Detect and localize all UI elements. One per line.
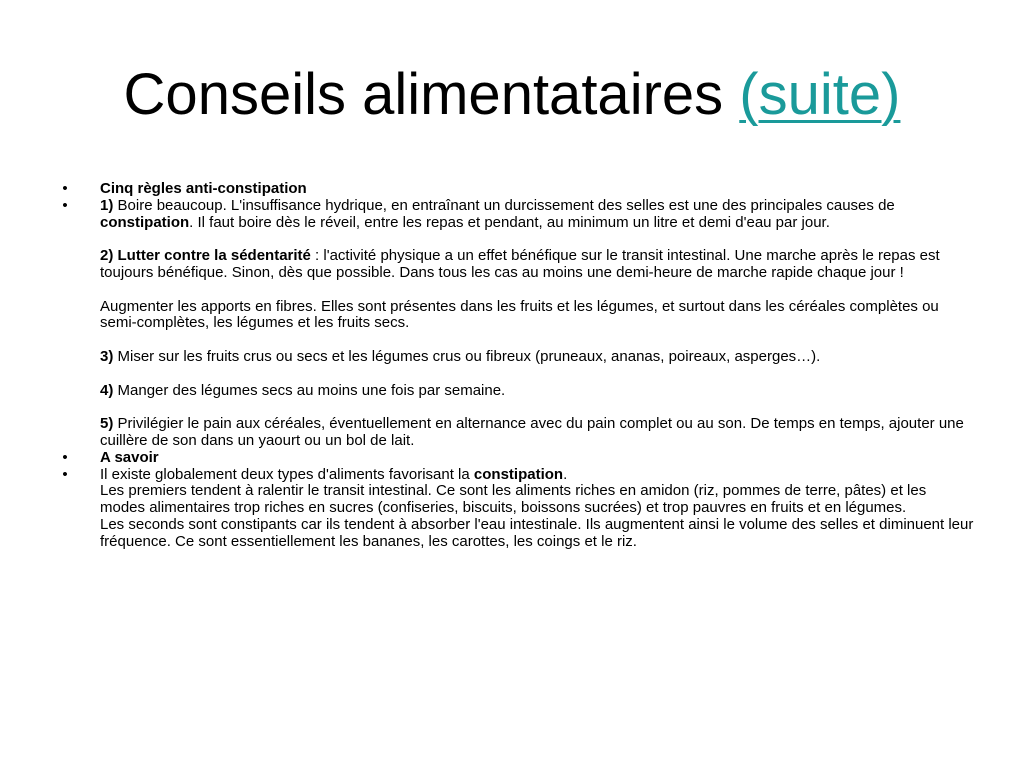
rule-1-number: 1) xyxy=(100,196,114,214)
rule-5 xyxy=(100,416,974,450)
paragraph-gap xyxy=(100,282,974,299)
savoir-intro xyxy=(100,467,974,484)
rule-4 xyxy=(100,383,974,400)
title-main: Conseils alimentataires xyxy=(123,62,724,127)
paragraph-gap xyxy=(100,332,974,349)
bullet-icon: • xyxy=(62,196,68,214)
bullet-icon: • xyxy=(62,448,68,466)
rule-1-text-b: . Il faut boire dès le réveil, entre les repas et pendant, au minimum un litre et demi d'eau par jour. xyxy=(189,213,830,231)
rule-1 xyxy=(100,198,974,232)
slide-title xyxy=(0,58,1024,132)
paragraph-gap xyxy=(100,399,974,416)
rule-fibres: Augmenter les apports en fibres. Elles sont présentes dans les fruits et les légumes, et surtout dans les céréales complètes ou semi-complètes, les légumes et les fruits secs. xyxy=(100,297,939,332)
rule-3-text: Miser sur les fruits crus ou secs et les légumes crus ou fibreux (pruneaux, ananas, poireaux, asperges…). xyxy=(117,347,821,365)
rule-3 xyxy=(100,349,974,366)
rule-3-number: 3) xyxy=(100,347,114,365)
section-heading-savoir: A savoir xyxy=(100,448,159,466)
savoir-intro-end: . xyxy=(563,465,568,483)
rule-5-number: 5) xyxy=(100,415,114,433)
bullet-item-savoir xyxy=(59,467,974,551)
rule-2-text: : l'activité physique a un effet bénéfique sur le transit intestinal. Une marche après le repas est toujours bénéfique. Sinon, dès que possible. Dans tous les cas au moins une demi-heure de marche rapide chaque jour ! xyxy=(100,247,940,281)
bullet-item-heading-savoir xyxy=(59,450,974,467)
savoir-intro-text: Il existe globalement deux types d'aliments favorisant la xyxy=(100,465,470,483)
rule-1-text-a: Boire beaucoup. L'insuffisance hydrique, en entraînant un durcissement des selles est une des principales causes de xyxy=(117,196,895,214)
slide-body xyxy=(59,181,974,551)
paragraph-gap xyxy=(100,231,974,248)
rule-5-text: Privilégier le pain aux céréales, éventuellement en alternance avec du pain complet ou au son. De temps en temps, ajouter une cuillère de son dans un yaourt ou un bol de lait. xyxy=(100,415,964,449)
rule-2 xyxy=(100,248,974,282)
bullet-item-rules xyxy=(59,198,974,450)
paragraph-gap xyxy=(100,366,974,383)
bullet-icon: • xyxy=(62,180,68,197)
rule-2-bold: 2) Lutter contre la sédentarité xyxy=(100,247,311,265)
rule-1-bold: constipation xyxy=(100,213,190,231)
savoir-intro-bold: constipation xyxy=(473,465,564,483)
suite-link[interactable]: (suite) xyxy=(739,62,901,127)
savoir-second-type: Les seconds sont constipants car ils tendent à absorber l'eau intestinale. Ils augmentent ainsi le volume des selles et diminuent leur fréquence. Ce sont essentiellement les bananes, les carottes, les coings et le riz. xyxy=(100,515,974,550)
rule-4-number: 4) xyxy=(100,381,114,399)
savoir-first-type: Les premiers tendent à ralentir le transit intestinal. Ce sont les aliments riches en amidon (riz, pommes de terre, pâtes) et les modes alimentaires trop riches en sucres (confiseries, biscuits, boissons sucrées) et trop pauvres en fruits et en légumes. xyxy=(100,482,927,517)
section-heading-rules: Cinq règles anti-constipation xyxy=(100,180,307,197)
bullet-item-heading-rules xyxy=(59,181,974,198)
bullet-icon: • xyxy=(62,465,68,483)
rule-4-text: Manger des légumes secs au moins une fois par semaine. xyxy=(117,381,506,399)
